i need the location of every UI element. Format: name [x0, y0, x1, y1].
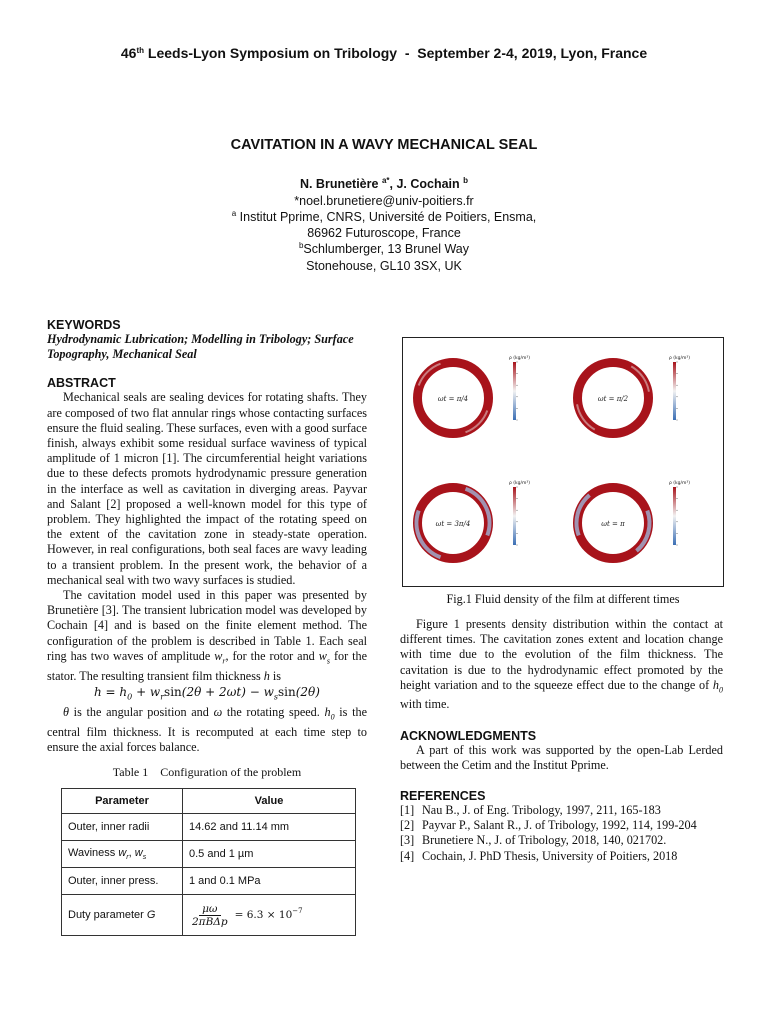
panel-label: ωt = π — [601, 520, 625, 528]
keywords-heading: KEYWORDS — [47, 318, 121, 332]
table-row — [62, 841, 356, 868]
table-cell: Outer, inner radii — [62, 814, 183, 841]
scale-title: ρ (kg/m³) — [509, 481, 530, 486]
conf-rest: Leeds-Lyon Symposium on Tribology - September 2-4, 2019, Lyon, France — [144, 45, 648, 61]
theta-symbol: θ — [63, 705, 69, 720]
density-plots — [403, 338, 723, 586]
authors — [0, 177, 768, 191]
table-header-row — [62, 789, 356, 814]
table-row — [62, 814, 356, 841]
table-header-cell: Value — [183, 789, 356, 814]
conference-header — [0, 45, 768, 61]
table-cell: Waviness $w_r$, $w_s$ — [62, 841, 183, 868]
table-cell: 1 and 0.1 MPa — [183, 868, 356, 895]
left-column — [47, 318, 367, 936]
p3-text-f: is the central film thickness. It is recomputed at each time step to ensure the axial forces balance. — [47, 705, 368, 754]
ref-text: Brunetiere N., J. of Tribology, 2018, 140, 021702. — [422, 833, 667, 848]
scale-title: ρ (kg/m³) — [669, 481, 690, 486]
table-cell: 14.62 and 11.14 mm — [183, 814, 356, 841]
ref-text: Cochain, J. PhD Thesis, University of Poitiers, 2018 — [422, 848, 678, 863]
color-bar — [513, 362, 516, 420]
author-2: , J. Cochain — [389, 177, 460, 191]
color-bar — [513, 487, 516, 545]
reference-item — [400, 803, 723, 818]
email: *noel.brunetiere@univ-poitiers.fr — [294, 194, 474, 208]
table-cell — [183, 895, 356, 936]
color-bar — [673, 362, 676, 420]
wr-symbol: $w_r$ — [214, 648, 226, 666]
conf-sup: th — [136, 46, 145, 55]
affil-a-sup: a — [231, 209, 237, 218]
ref-text: Payvar P., Salant R., J. of Tribology, 1992, 114, 199-204 — [422, 818, 697, 833]
scale-title: ρ (kg/m³) — [509, 356, 530, 361]
abstract-paragraph-2 — [47, 588, 367, 684]
keywords-text: Hydrodynamic Lubrication; Modelling in Tribology; Surface Topography, Mechanical Seal — [47, 332, 354, 362]
affiliation-a-line2: 86962 Futuroscope, France — [307, 226, 461, 240]
ack-text: A part of this work was supported by the open-Lab Lerded between the Cetim and the Institut Pprime. — [400, 742, 723, 772]
reference-item — [400, 833, 723, 848]
table-cell: Duty parameter G — [62, 895, 183, 936]
p2-text-a: The cavitation model used in this paper was presented by Brunetière [3]. The transient lubrication model was developed by Cochain [4] and is based on the finite element method. The configuration of the problem is described in Table 1. Each seal ring has two waves of amplitude — [47, 588, 367, 663]
affil-b-text: Schlumberger, 13 Brunel Way — [303, 242, 470, 256]
figure-caption: Fig.1 Fluid density of the film at different times — [446, 592, 680, 606]
ref-num: [1] — [400, 803, 415, 818]
p3-text-b: is the angular position and — [69, 705, 214, 720]
film-thickness-equation: $h = h_0 + w_r\sin(2\theta + 2\omega t) - w_s\sin(2\theta)$ — [94, 684, 320, 702]
reference-item — [400, 818, 723, 833]
scale-title: ρ (kg/m³) — [669, 356, 690, 361]
affiliation-b-line2: Stonehouse, GL10 3SX, UK — [306, 259, 462, 273]
figure-1 — [402, 337, 724, 587]
fig-para-end: with time. — [400, 697, 450, 712]
ref-num: [3] — [400, 833, 415, 848]
ref-text: Nau B., J. of Eng. Tribology, 1997, 211, 165-183 — [422, 803, 661, 818]
duty-formula: μω 2πBΔp = $6.3 \times 10^{-7}$ — [192, 902, 303, 928]
table-cell: Outer, inner press. — [62, 868, 183, 895]
author-1: N. Brunetière — [299, 177, 379, 191]
figure-paragraph — [400, 617, 723, 713]
p2-text-b: , for the rotor and — [225, 648, 319, 663]
abstract-heading: ABSTRACT — [47, 376, 116, 391]
affil-b-sup: b — [298, 241, 304, 250]
table-row — [62, 895, 356, 936]
ack-heading: ACKNOWLEDGMENTS — [400, 728, 537, 743]
ws-symbol: $w_s$ — [318, 648, 330, 666]
p2-text-c: for the stator. The resulting transient film thickness — [47, 648, 367, 683]
ref-num: [4] — [400, 848, 415, 863]
panel-label: ωt = π/4 — [437, 395, 469, 403]
p2-text-d: is — [269, 668, 282, 683]
paper-title: CAVITATION IN A WAVY MECHANICAL SEAL — [230, 137, 538, 153]
table-header-cell: Parameter — [62, 789, 183, 814]
panel-label: ωt = 3π/4 — [435, 520, 471, 528]
h0-symbol: $h_0$ — [712, 677, 723, 695]
p3-text-d: the rotating speed. — [222, 705, 325, 720]
omega-symbol: ω — [213, 705, 223, 720]
abstract-paragraph-3 — [47, 705, 367, 755]
ref-num: [2] — [400, 818, 415, 833]
table-cell: 0.5 and 1 µm — [183, 841, 356, 868]
h-symbol: h — [263, 668, 270, 683]
h0-symbol: $h_0$ — [324, 705, 335, 722]
affiliation-a-line1 — [0, 210, 768, 224]
author-2-sup: b — [463, 176, 469, 185]
table-caption: Table 1 Configuration of the problem — [112, 765, 302, 780]
references-heading: REFERENCES — [400, 789, 486, 804]
reference-item — [400, 849, 723, 864]
table-row — [62, 868, 356, 895]
conf-number: 46 — [120, 45, 137, 61]
color-bar — [673, 487, 676, 545]
author-1-sup: a* — [381, 176, 390, 185]
panel-label: ωt = π/2 — [597, 395, 629, 403]
affil-a-text: Institut Pprime, CNRS, Université de Poitiers, Ensma, — [236, 210, 537, 224]
affiliation-b-line1 — [0, 242, 768, 256]
config-table — [61, 788, 356, 936]
right-column — [400, 617, 723, 864]
abstract-paragraph-1: Mechanical seals are sealing devices for rotating shafts. They are composed of two flat annular rings whose contacting surfaces ensure the fluid sealing. These surfaces, even with a good surface finish, always exhibit some residual surface waviness of typical amplitude of 1 micron [1]. The circumferential height variations due to these defects promots hydrodynamic pressure generation in the interface as well as cavitation in diverging areas. Payvar and Salant [2] proposed a well-known model for this type of problem. They highlighted the impact of the rotating speed on the extent of the cavitation zone in steady-state operation. However, in real configurations, both seal faces are wavy leading to a transient problem. In the present work, the behavior of a mechanical seal with two wavy surfaces is studied. — [47, 390, 367, 587]
fig-para-text: Figure 1 presents density distribution within the contact at different times. The cavitation zones extent and location change with time due to the evolution of the film thickness. The cavitation is due to the hydrodynamic effect promoted by the height variation and to the squeeze effect due to the change of — [400, 617, 723, 692]
